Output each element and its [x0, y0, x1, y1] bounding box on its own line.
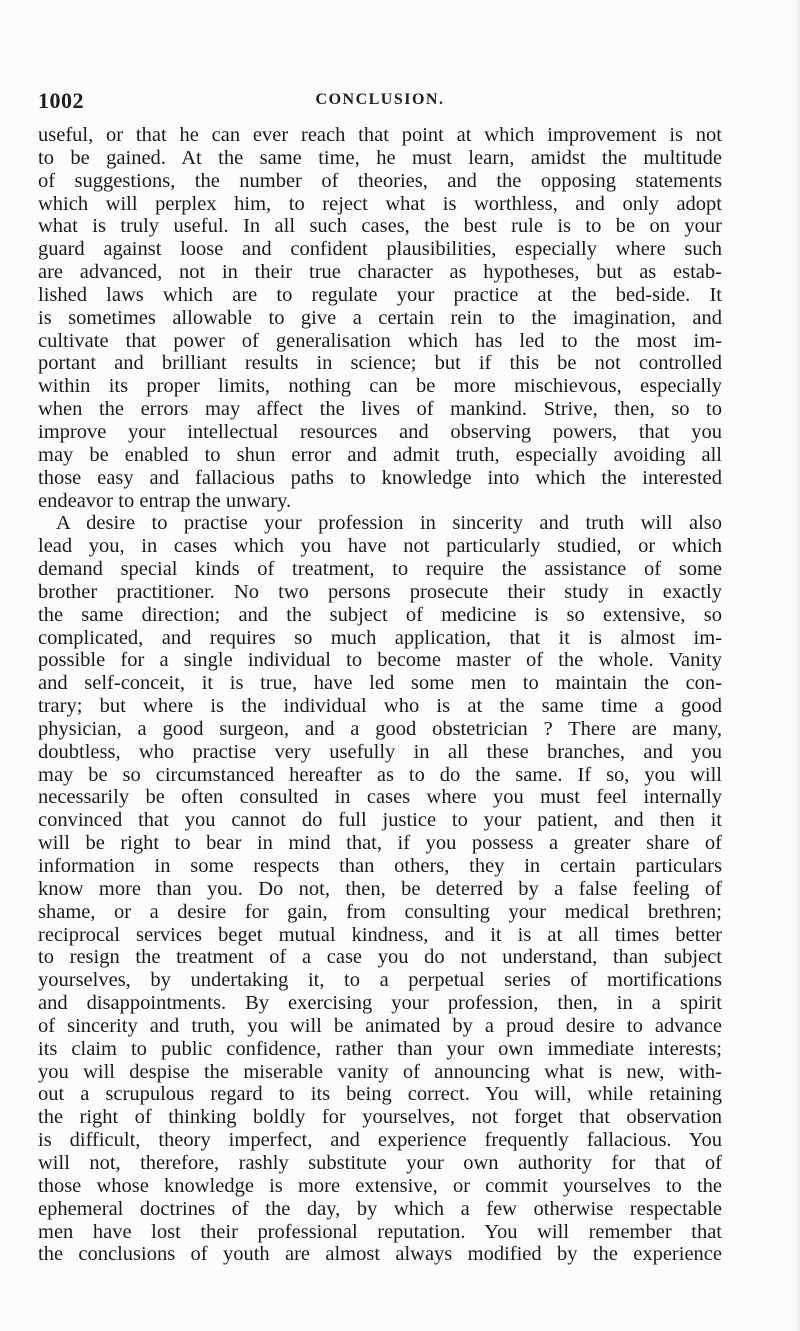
- text-line: portant and brilliant results in science; but if this be not controlled: [38, 352, 722, 375]
- text-line: ephemeral doctrines of the day, by which a few otherwise respectable: [38, 1197, 722, 1220]
- text-line: lead you, in cases which you have not particularly studied, or which: [38, 535, 722, 558]
- text-line: which will perplex him, to reject what is worthless, and only adopt: [38, 192, 722, 215]
- text-line: its claim to public confidence, rather than your own immediate interests;: [38, 1037, 722, 1060]
- paragraph-start-line: A desire to practise your profession in sincerity and truth will also: [56, 512, 722, 535]
- text-line: are advanced, not in their true character as hypotheses, but as estab-: [38, 261, 722, 284]
- text-line: shame, or a desire for gain, from consulting your medical brethren;: [38, 900, 722, 923]
- text-line: men have lost their professional reputation. You will remember that: [38, 1220, 722, 1243]
- text-line: when the errors may affect the lives of mankind. Strive, then, so to: [38, 398, 722, 421]
- text-line: information in some respects than others, they in certain particulars: [38, 855, 722, 877]
- text-line: possible for a single individual to become master of the whole. Vanity: [38, 649, 722, 672]
- text-line: useful, or that he can ever reach that point at which improvement is not: [38, 124, 722, 146]
- text-line: of suggestions, the number of theories, and the opposing statements: [38, 169, 722, 192]
- text-line: guard against loose and confident plausibilities, especially where such: [38, 238, 722, 261]
- text-line: those whose knowledge is more extensive, or commit yourselves to the: [38, 1174, 722, 1197]
- text-line: of sincerity and truth, you will be animated by a proud desire to advance: [38, 1014, 722, 1037]
- text-line: lished laws which are to regulate your practice at the bed-side. It: [38, 283, 722, 306]
- text-line: yourselves, by undertaking it, to a perpetual series of mortifications: [38, 969, 722, 992]
- text-line: those easy and fallacious paths to knowledge into which the interested: [38, 466, 722, 489]
- text-line: and disappointments. By exercising your profession, then, in a spirit: [38, 992, 722, 1015]
- text-line: will not, therefore, rashly substitute your own authority for that of: [38, 1151, 722, 1174]
- text-line: to resign the treatment of a case you do not understand, than subject: [38, 946, 722, 969]
- text-line: cultivate that power of generalisation which has led to the most im-: [38, 329, 722, 352]
- text-line: the conclusions of youth are almost always modified by the experience: [38, 1243, 722, 1266]
- text-line: is difficult, theory imperfect, and experience frequently fallacious. You: [38, 1129, 722, 1152]
- text-line: complicated, and requires so much application, that it is almost im-: [38, 626, 722, 649]
- text-line: necessarily be often consulted in cases where you must feel internally: [38, 786, 722, 809]
- page-header: [38, 88, 722, 114]
- text-line: doubtless, who practise very usefully in all these branches, and you: [38, 740, 722, 763]
- text-line: you will despise the miserable vanity of announcing what is new, with-: [38, 1060, 722, 1083]
- text-line: reciprocal services beget mutual kindness, and it is at all times better: [38, 923, 722, 946]
- text-line: may be enabled to shun error and admit truth, especially avoiding all: [38, 443, 722, 466]
- text-line: improve your intellectual resources and observing powers, that you: [38, 420, 722, 443]
- text-line: trary; but where is the individual who is at the same time a good: [38, 695, 722, 718]
- text-line: the right of thinking boldly for yourselves, not forget that observation: [38, 1106, 722, 1129]
- text-line: within its proper limits, nothing can be more mischievous, especially: [38, 375, 722, 398]
- text-line: to be gained. At the same time, he must learn, amidst the multitude: [38, 146, 722, 169]
- text-line: what is truly useful. In all such cases, the best rule is to be on your: [38, 215, 722, 238]
- text-line: know more than you. Do not, then, be deterred by a false feeling of: [38, 877, 722, 900]
- body-text: [38, 124, 722, 1266]
- text-line: will be right to bear in mind that, if you possess a greater share of: [38, 832, 722, 855]
- page-edge-shadow: [794, 0, 800, 1331]
- page-number: 1002: [38, 88, 84, 113]
- text-line: may be so circumstanced hereafter as to do the same. If so, you will: [38, 763, 722, 786]
- text-line: physician, a good surgeon, and a good obstetrician ? There are many,: [38, 717, 722, 740]
- running-title: CONCLUSION.: [315, 91, 445, 108]
- text-line: demand special kinds of treatment, to require the assistance of some: [38, 558, 722, 581]
- text-line: the same direction; and the subject of medicine is so extensive, so: [38, 603, 722, 626]
- text-line: convinced that you cannot do full justice to your patient, and then it: [38, 809, 722, 832]
- text-line: brother practitioner. No two persons prosecute their study in exactly: [38, 580, 722, 603]
- text-line: and self-conceit, it is true, have led some men to maintain the con-: [38, 672, 722, 695]
- text-line: is sometimes allowable to give a certain rein to the imagination, and: [38, 306, 722, 329]
- text-line: out a scrupulous regard to its being correct. You will, while retaining: [38, 1083, 722, 1106]
- paragraph-end-line: endeavor to entrap the unwary.: [38, 489, 292, 512]
